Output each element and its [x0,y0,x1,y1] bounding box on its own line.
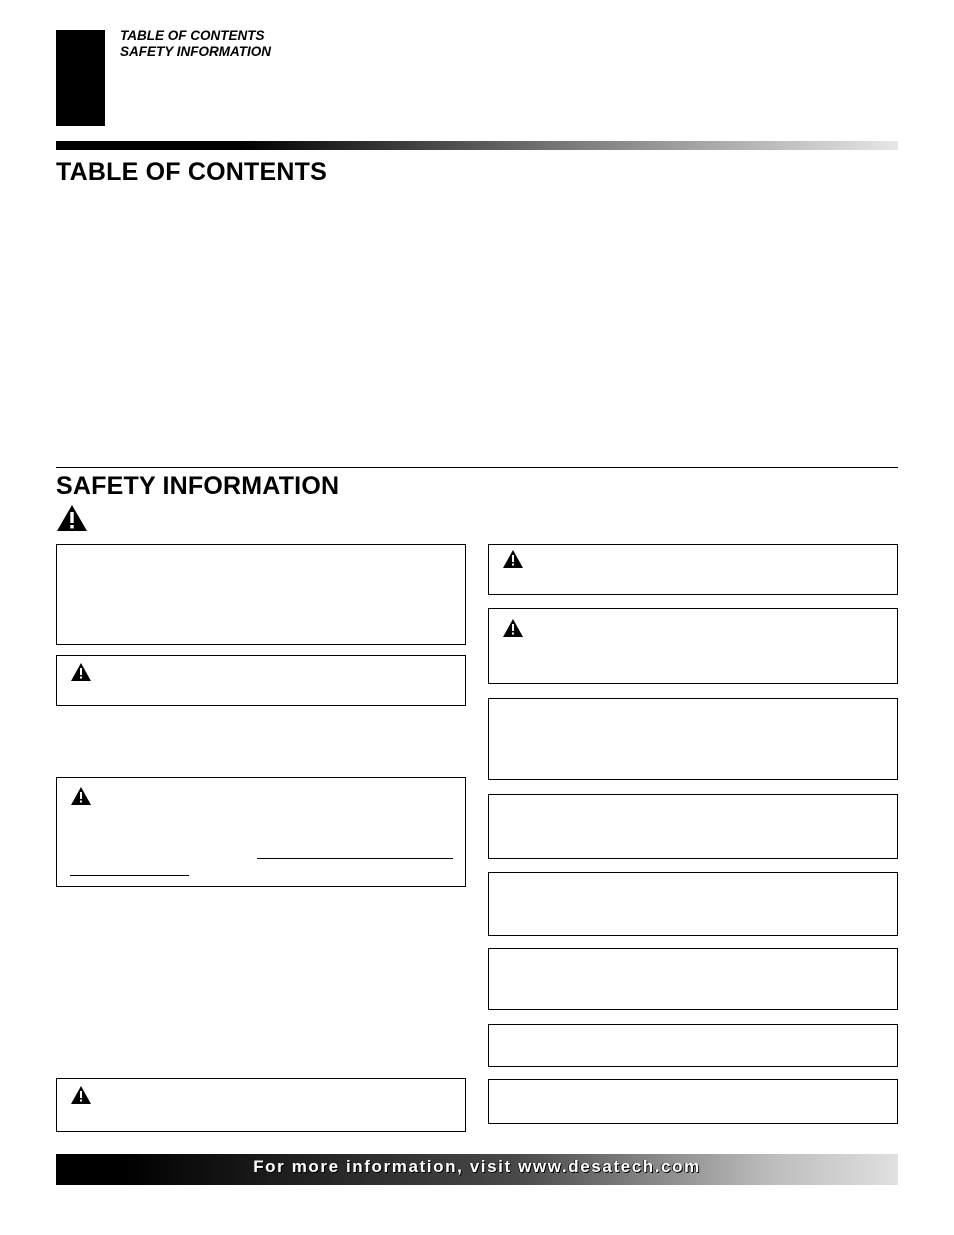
notice-box-4 [488,948,898,1010]
warning-triangle-icon [70,786,92,806]
warning-triangle-icon [70,662,92,682]
footer-website-text: For more information, visit www.desatech.com [253,1157,701,1176]
notice-box-3 [488,872,898,936]
safety-title: SAFETY INFORMATION [56,472,340,500]
toc-title: TABLE OF CONTENTS [56,158,327,186]
notice-box-5 [488,1024,898,1067]
warning-box-1 [56,544,466,645]
notice-box-1 [488,698,898,780]
warning-box-3 [56,777,466,887]
notice-box-2 [488,794,898,859]
warning-box-5 [488,544,898,595]
running-head-line-1: TABLE OF CONTENTS [120,28,265,43]
header-gradient-bar [56,141,898,150]
section-divider [56,467,898,468]
warning-triangle-icon [70,1085,92,1105]
running-head-line-2: SAFETY INFORMATION [120,44,271,59]
notice-box-6 [488,1079,898,1124]
warning-box-6 [488,608,898,684]
underline-rule [70,875,189,876]
warning-triangle-icon [502,618,524,638]
underline-rule [257,858,453,859]
warning-box-2 [56,655,466,706]
warning-triangle-icon [502,549,524,569]
corner-tab-block [56,30,105,126]
running-head [120,28,271,60]
warning-box-4 [56,1078,466,1132]
warning-triangle-icon [56,504,88,532]
